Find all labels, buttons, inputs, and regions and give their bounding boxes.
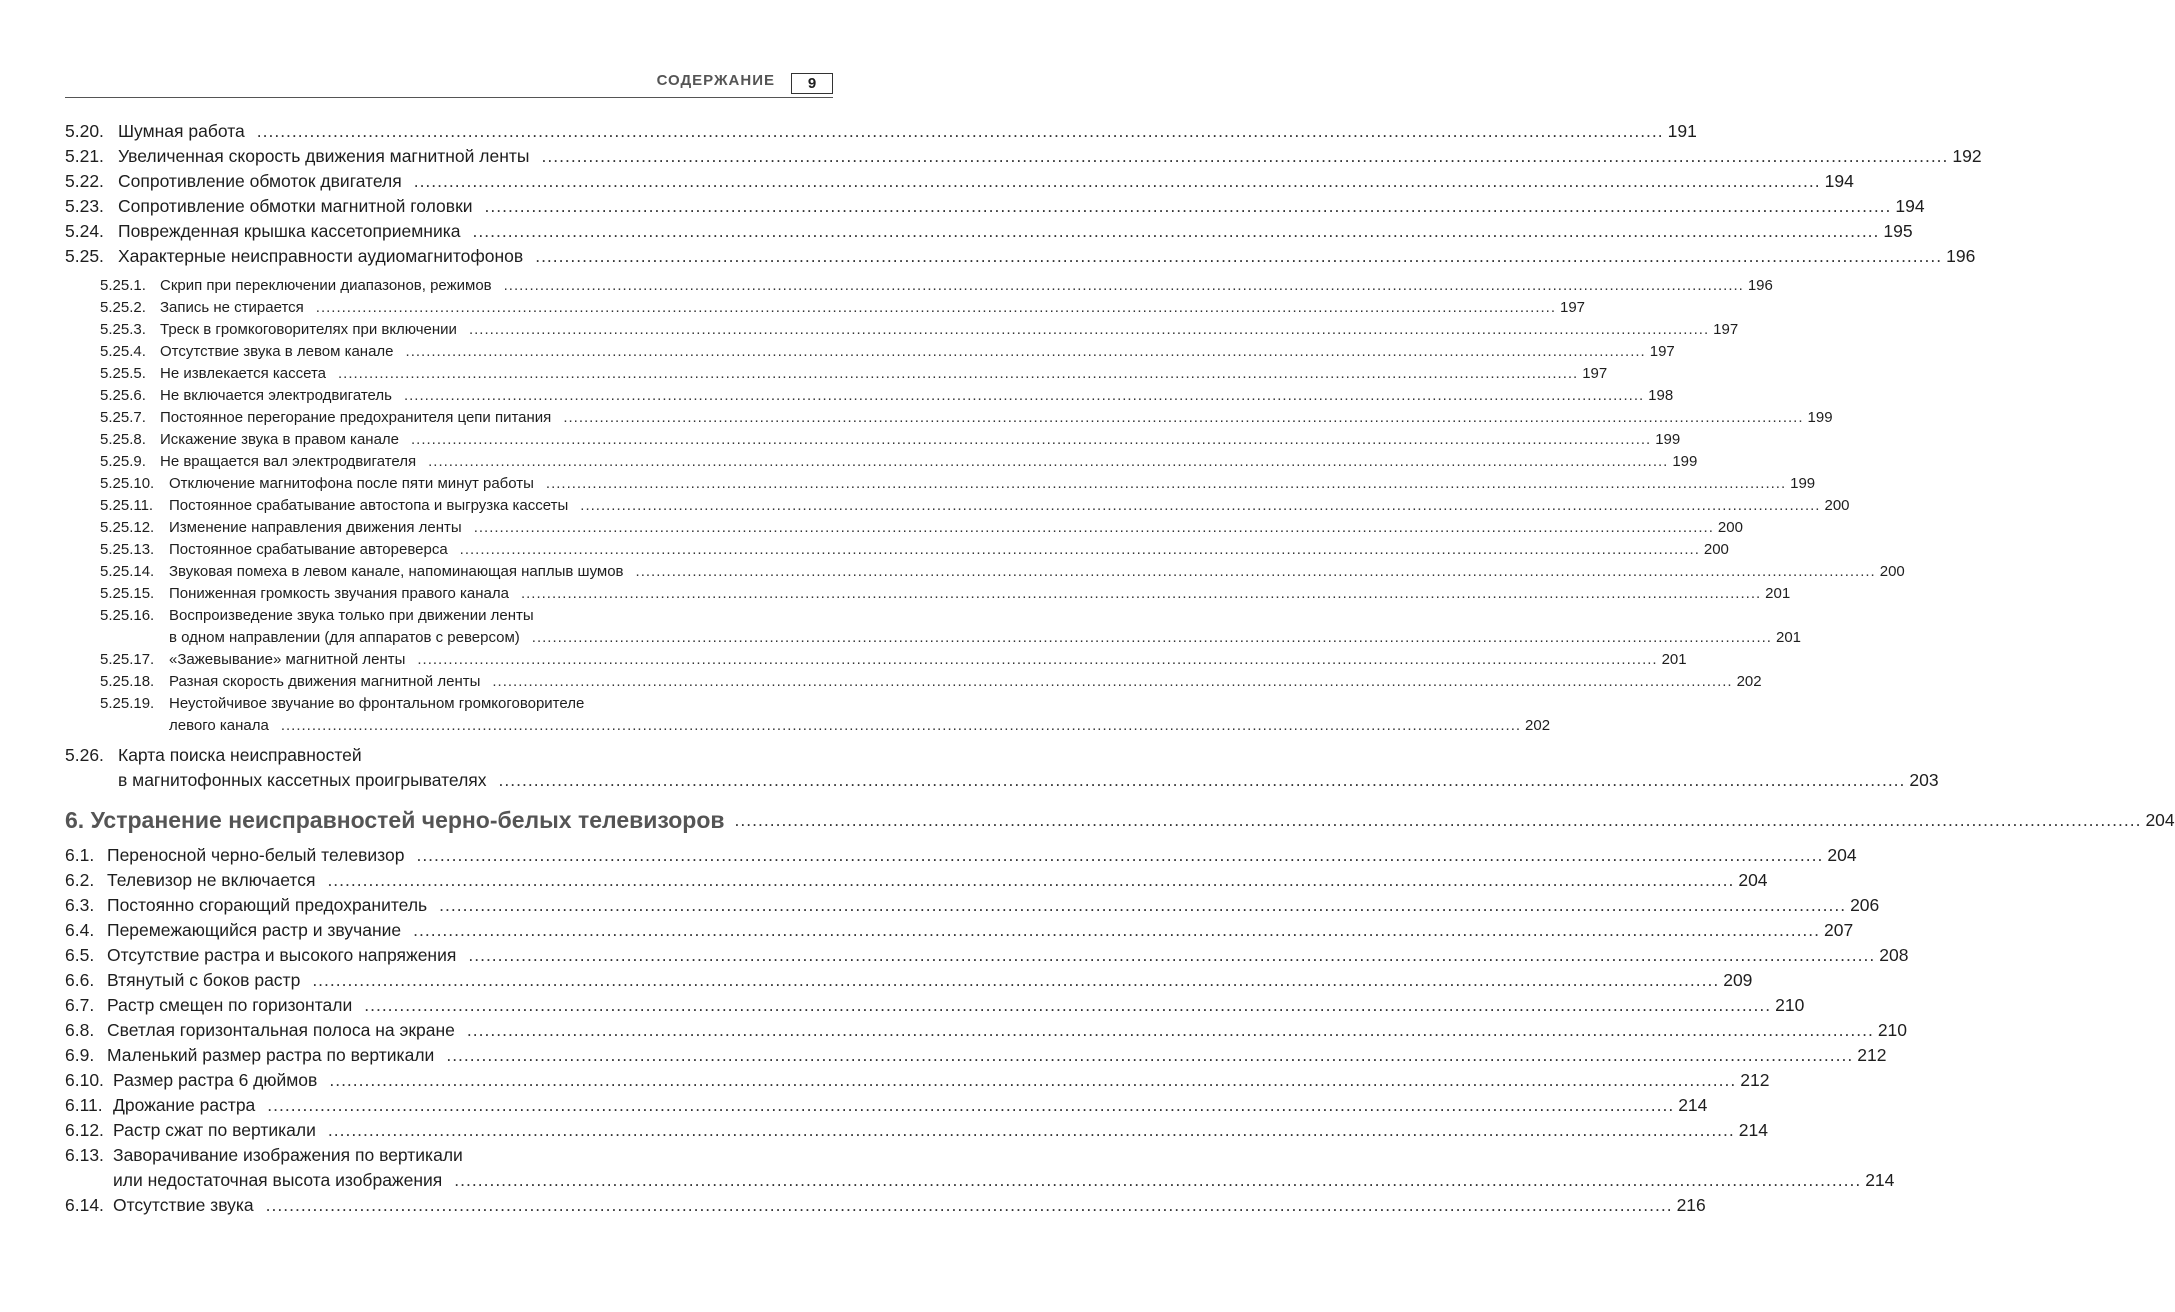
toc-entry [65,968,1753,993]
dot-leader [364,993,1771,1018]
entry-number: 5.25.1. [100,277,146,294]
dot-leader [316,297,1556,319]
entry-number: 5.25.7. [100,409,146,426]
toc-entry [65,194,1925,219]
entry-page: 202 [1736,673,1762,690]
entry-page: 199 [1672,453,1698,470]
entry-title: Постоянное срабатывание автостопа и выгрузка кассеты [169,497,569,514]
entry-number: 6.1. [65,845,95,865]
toc-entry [65,893,1880,918]
entry-title: Перемежающийся растр и звучание [107,920,402,940]
entry-number: 5.22. [65,171,104,191]
dot-leader [492,671,1732,693]
toc-subentry [65,297,1586,319]
entry-title: Скрип при переключении диапазонов, режимов [160,277,492,294]
entry-number: 5.25.15. [100,585,155,602]
chapter-title: 6. Устранение неисправностей черно-белых телевизоров [65,807,725,833]
entry-title: Маленький размер растра по вертикали [107,1045,435,1065]
entry-title: Светлая горизонтальная полоса на экране [107,1020,455,1040]
entry-number: 5.25.10. [100,475,155,492]
dot-leader [404,385,1644,407]
entry-number: 5.25.16. [100,607,155,624]
entry-title: Переносной черно-белый телевизор [107,845,405,865]
entry-number: 6.4. [65,920,95,940]
entry-page: 207 [1824,920,1854,940]
entry-page: 194 [1895,196,1925,216]
toc-entry [65,1018,1908,1043]
entry-page: 214 [1678,1095,1708,1115]
entry-number: 5.25.18. [100,673,155,690]
entry-number: 5.25.4. [100,343,146,360]
dot-leader [281,715,1521,737]
entry-title: Поврежденная крышка кассетоприемника [118,221,461,241]
entry-page: 214 [1865,1170,1895,1190]
entry-title-line2: левого канала [169,717,269,734]
entry-number: 6.14. [65,1195,104,1215]
entry-title-line1: Карта поиска неисправностей [118,745,362,765]
entry-title: Отключение магнитофона после пяти минут работы [169,475,534,492]
toc-entry [65,943,1909,968]
entry-page: 204 [1738,870,1768,890]
entry-number: 5.25. [65,246,104,266]
entry-page: 196 [1946,246,1976,266]
dot-leader [329,1068,1736,1093]
toc-subentry [65,363,1608,385]
dot-leader [499,768,1906,793]
dot-leader [439,893,1846,918]
entry-title: Дрожание растра [113,1095,256,1115]
entry-page: 194 [1824,171,1854,191]
entry-title: Постоянное срабатывание автореверса [169,541,448,558]
dot-leader [468,943,1875,968]
dot-leader [546,473,1786,495]
table-of-contents [65,119,2175,1218]
entry-page: 200 [1824,497,1850,514]
dot-leader [542,144,1949,169]
entry-number: 6.10. [65,1070,104,1090]
dot-leader [563,407,1803,429]
entry-page: 200 [1879,563,1905,580]
toc-entry [65,843,1857,868]
entry-page: 199 [1655,431,1681,448]
toc-subentry [65,275,1773,297]
dot-leader [266,1193,1673,1218]
toc-entry [65,1068,1770,1093]
entry-page: 192 [1952,146,1982,166]
toc-entry [65,1043,1887,1068]
entry-page: 212 [1740,1070,1770,1090]
dot-leader [460,539,1700,561]
entry-title: Изменение направления движения ленты [169,519,462,536]
entry-title: Характерные неисправности аудиомагнитофонов [118,246,524,266]
toc-subentry [65,693,1551,737]
entry-page: 202 [1525,717,1551,734]
entry-number: 6.11. [65,1095,103,1115]
section-title: СОДЕРЖАНИЕ [656,72,775,89]
dot-leader [416,843,1823,868]
entry-title: Запись не стирается [160,299,304,316]
toc-entry [65,144,1982,169]
dot-leader [504,275,1744,297]
dot-leader [328,1118,1735,1143]
toc-entry [65,1118,1768,1143]
dot-leader [535,244,1942,269]
dot-leader [267,1093,1674,1118]
toc-entry [65,119,1697,144]
entry-page: 210 [1775,995,1805,1015]
entry-number: 6.3. [65,895,95,915]
toc-subentry [65,429,1681,451]
dot-leader [580,495,1820,517]
dot-leader [521,583,1761,605]
entry-number: 5.25.13. [100,541,155,558]
entry-title-line1: Воспроизведение звука только при движении ленты [169,607,534,624]
dot-leader [257,119,1664,144]
toc-subentry [65,319,1739,341]
entry-page: 209 [1723,970,1753,990]
page-number: 9 [791,73,833,94]
entry-title: Постоянно сгорающий предохранитель [107,895,428,915]
dot-leader [338,363,1578,385]
dot-leader [406,341,1646,363]
toc-subentry [65,649,1687,671]
entry-page: 206 [1850,895,1880,915]
entry-title: Отсутствие звука [113,1195,254,1215]
entry-title: Звуковая помеха в левом канале, напоминающая наплыв шумов [169,563,624,580]
toc-subentry [65,473,1816,495]
entry-title-line1: Заворачивание изображения по вертикали [113,1145,463,1165]
entry-title: Отсутствие растра и высокого напряжения [107,945,457,965]
entry-number: 6.12. [65,1120,104,1140]
entry-title: Пониженная громкость звучания правого канала [169,585,509,602]
dot-leader [414,169,1821,194]
toc-entry [65,244,1976,269]
dot-leader [467,1018,1874,1043]
dot-leader [327,868,1734,893]
toc-subentry [65,605,1802,649]
toc-entry [65,1093,1708,1118]
toc-entry [65,219,1913,244]
dot-leader [312,968,1719,993]
entry-page: 195 [1883,221,1913,241]
toc-entry [65,993,1805,1018]
entry-page: 216 [1676,1195,1706,1215]
entry-title: Сопротивление обмотки магнитной головки [118,196,473,216]
toc-subentry [65,385,1674,407]
toc-entry [65,1143,1895,1193]
toc-entry [65,868,1768,893]
entry-number: 5.25.2. [100,299,146,316]
entry-page: 196 [1747,277,1773,294]
entry-title: Не извлекается кассета [160,365,327,382]
dot-leader [413,918,1820,943]
dot-leader [532,627,1772,649]
entry-page: 197 [1560,299,1586,316]
dot-leader [417,649,1657,671]
chapter-heading [65,801,2175,839]
entry-page: 200 [1703,541,1729,558]
entry-page: 199 [1790,475,1816,492]
entry-title: Не включается электродвигатель [160,387,392,404]
running-header [65,70,833,98]
entry-page: 212 [1857,1045,1887,1065]
dot-leader [446,1043,1853,1068]
toc-subentry [65,407,1833,429]
entry-page: 203 [1909,770,1939,790]
chapter-page: 204 [2145,810,2175,830]
entry-page: 191 [1667,121,1697,141]
toc-subentry [65,495,1850,517]
entry-page: 198 [1648,387,1674,404]
toc-entry [65,918,1854,943]
entry-number: 5.20. [65,121,104,141]
entry-page: 197 [1582,365,1608,382]
entry-page: 214 [1738,1120,1768,1140]
entry-title: Искажение звука в правом канале [160,431,400,448]
toc-subentry [65,671,1762,693]
entry-number: 5.24. [65,221,104,241]
dot-leader [636,561,1876,583]
entry-title: Разная скорость движения магнитной ленты [169,673,481,690]
entry-title: Сопротивление обмоток двигателя [118,171,402,191]
entry-page: 201 [1661,651,1687,668]
entry-number: 5.26. [65,745,104,765]
dot-leader [428,451,1668,473]
entry-page: 201 [1765,585,1791,602]
dot-leader [411,429,1651,451]
entry-page: 201 [1775,629,1802,646]
entry-number: 6.5. [65,945,95,965]
toc-entry [65,1193,1706,1218]
entry-page: 208 [1879,945,1909,965]
dot-leader [474,517,1714,539]
entry-number: 6.7. [65,995,95,1015]
entry-title: Телевизор не включается [107,870,316,890]
entry-number: 5.25.9. [100,453,146,470]
entry-number: 5.25.12. [100,519,155,536]
entry-title: Треск в громкоговорителях при включении [160,321,457,338]
toc-subentry [65,451,1698,473]
entry-number: 5.23. [65,196,104,216]
entry-number: 5.21. [65,146,104,166]
entry-title-line2: в одном направлении (для аппаратов с реверсом) [169,629,520,646]
entry-title: «Зажевывание» магнитной ленты [169,651,406,668]
toc-subentry [65,561,1905,583]
entry-page: 210 [1877,1020,1908,1040]
entry-number: 5.25.19. [100,695,155,712]
entry-title: Втянутый с боков растр [107,970,301,990]
dot-leader [454,1168,1861,1193]
entry-number: 5.25.11. [100,497,154,514]
entry-title: Постоянное перегорание предохранителя цепи питания [160,409,552,426]
entry-title: Отсутствие звука в левом канале [160,343,394,360]
entry-title-line2: в магнитофонных кассетных проигрывателях [118,770,487,790]
toc-subentry [65,583,1791,605]
entry-page: 197 [1713,321,1739,338]
entry-number: 5.25.14. [100,563,155,580]
dot-leader [485,194,1892,219]
entry-number: 6.9. [65,1045,95,1065]
toc-subentry [65,539,1729,561]
dot-leader [469,319,1709,341]
entry-title: Растр сжат по вертикали [113,1120,316,1140]
entry-title-line2: или недостаточная высота изображения [113,1170,443,1190]
dot-leader [473,219,1880,244]
toc-entry [65,169,1854,194]
entry-page: 197 [1649,343,1675,360]
entry-number: 5.25.6. [100,387,146,404]
entry-number: 5.25.3. [100,321,146,338]
toc-subentry [65,341,1675,363]
entry-title-line1: Неустойчивое звучание во фронтальном громкоговорителе [169,695,585,712]
entry-number: 5.25.8. [100,431,146,448]
entry-number: 5.25.5. [100,365,146,382]
entry-title: Не вращается вал электродвигателя [160,453,417,470]
toc-subentry [65,517,1743,539]
entry-title: Растр смещен по горизонтали [107,995,353,1015]
entry-page: 200 [1717,519,1743,536]
toc-entry [65,743,1939,793]
entry-number: 6.2. [65,870,95,890]
entry-title: Увеличенная скорость движения магнитной ленты [118,146,530,166]
entry-page: 199 [1807,409,1833,426]
entry-number: 6.6. [65,970,95,990]
entry-number: 5.25.17. [100,651,155,668]
entry-number: 6.8. [65,1020,95,1040]
entry-title: Шумная работа [118,121,245,141]
entry-page: 204 [1827,845,1857,865]
entry-title: Размер растра 6 дюймов [113,1070,318,1090]
dot-leader [735,801,2142,839]
entry-number: 6.13. [65,1145,104,1165]
